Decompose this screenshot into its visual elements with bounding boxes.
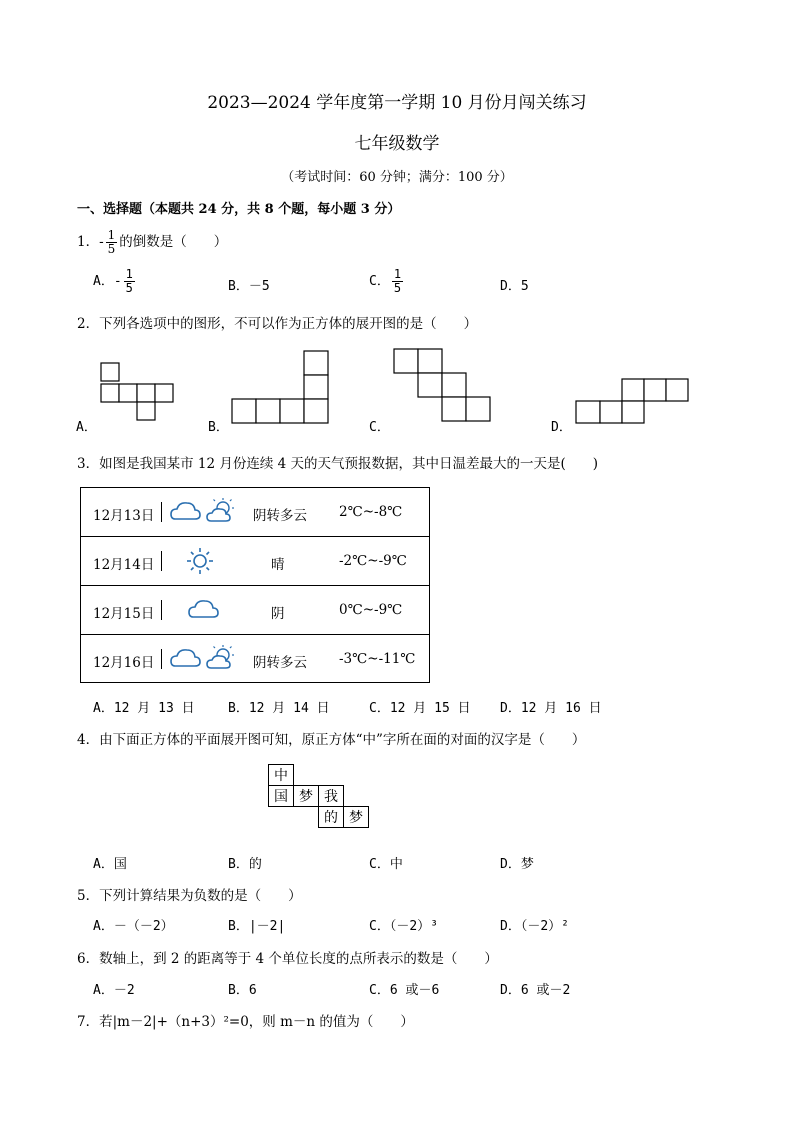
question-4: 4．由下面正方体的平面展开图可知，原正方体“中”字所在面的对面的汉字是（ ） [77, 732, 586, 748]
q5-option-c[interactable]: C．（－2）³ [369, 919, 438, 934]
q3-option-a[interactable]: A．12 月 13 日 [93, 701, 195, 716]
q1-option-b[interactable]: B．－5 [228, 279, 270, 294]
q3-option-d[interactable]: D．12 月 16 日 [500, 701, 602, 716]
question-2: 2．下列各选项中的图形，不可以作为正方体的展开图的是（ ） [77, 316, 478, 332]
net-cell: 的 [319, 807, 344, 828]
section-heading: 一、选择题（本题共 24 分，共 8 个题，每小题 3 分） [77, 202, 401, 217]
q2-option-b[interactable]: B． [208, 420, 229, 435]
fraction: $\frac{1}{5}$ [107, 228, 116, 256]
net-figure-b [228, 348, 334, 428]
q6-option-a[interactable]: A．－2 [93, 983, 135, 998]
cloudy-partly-cloudy-icon [169, 497, 239, 531]
q3-option-c[interactable]: C．12 月 15 日 [369, 701, 471, 716]
q5-option-d[interactable]: D．（－2）² [500, 919, 569, 934]
weather-row: 12月16日 阴转多云 -3℃~-11℃ [81, 635, 429, 683]
weather-table [80, 487, 430, 683]
cloudy-icon [187, 595, 223, 629]
exam-subtitle: 七年级数学 [354, 134, 440, 154]
question-5: 5．下列计算结果为负数的是（ ） [77, 888, 302, 904]
q1-option-a[interactable]: A．- $\frac{1}{5}$ [93, 267, 133, 295]
q3-option-b[interactable]: B．12 月 14 日 [228, 701, 330, 716]
weather-row: 12月14日 晴 -2℃~-9℃ [81, 537, 429, 586]
net-figure-a [98, 360, 178, 428]
question-3: 3．如图是我国某市 12 月份连续 4 天的天气预报数据，其中日温差最大的一天是( ) [77, 456, 599, 472]
q6-option-c[interactable]: C．6 或－6 [369, 983, 440, 998]
q5-option-a[interactable]: A．－（－2） [93, 919, 174, 934]
q4-option-c[interactable]: C．中 [369, 857, 403, 872]
net-figure-d [572, 376, 692, 428]
net-cell: 国 [269, 786, 294, 807]
q1-option-d[interactable]: D．5 [500, 279, 529, 294]
cloudy-partly-cloudy-icon [169, 644, 239, 678]
exam-title: 2023—2024 学年度第一学期 10 月份月闯关练习 [207, 93, 587, 113]
question-number: 1． [77, 234, 100, 250]
q5-option-b[interactable]: B．|－2| [228, 919, 286, 934]
net-cell: 我 [319, 786, 344, 807]
weather-row: 12月13日 阴转多云 2℃~-8℃ [81, 488, 429, 537]
q2-option-c[interactable]: C． [369, 420, 390, 435]
exam-info: （考试时间：60 分钟；满分：100 分） [281, 170, 513, 185]
net-cell: 梦 [344, 807, 369, 828]
net-cell: 中 [269, 765, 294, 786]
q4-option-d[interactable]: D．梦 [500, 857, 534, 872]
question-7: 7．若|m－2|+（n+3）²=0，则 m－n 的值为（ ） [77, 1014, 414, 1030]
q2-option-a[interactable]: A． [76, 420, 97, 435]
cube-net [268, 764, 369, 828]
minus-sign: - [99, 234, 104, 250]
net-figure-c [390, 346, 498, 428]
weather-row: 12月15日 阴 0℃~-9℃ [81, 586, 429, 635]
question-stem: 的倒数是（ ） [119, 234, 228, 250]
net-cell: 梦 [294, 786, 319, 807]
question-6: 6．数轴上，到 2 的距离等于 4 个单位长度的点所表示的数是（ ） [77, 951, 498, 967]
sunny-icon [185, 546, 215, 580]
q4-option-a[interactable]: A．国 [93, 857, 127, 872]
q6-option-b[interactable]: B．6 [228, 983, 257, 998]
q1-option-c[interactable]: C． $\frac{1}{5}$ [369, 267, 402, 295]
q4-option-b[interactable]: B．的 [228, 857, 262, 872]
q6-option-d[interactable]: D．6 或－2 [500, 983, 571, 998]
question-1 [77, 229, 227, 256]
q2-option-d[interactable]: D． [551, 420, 572, 435]
